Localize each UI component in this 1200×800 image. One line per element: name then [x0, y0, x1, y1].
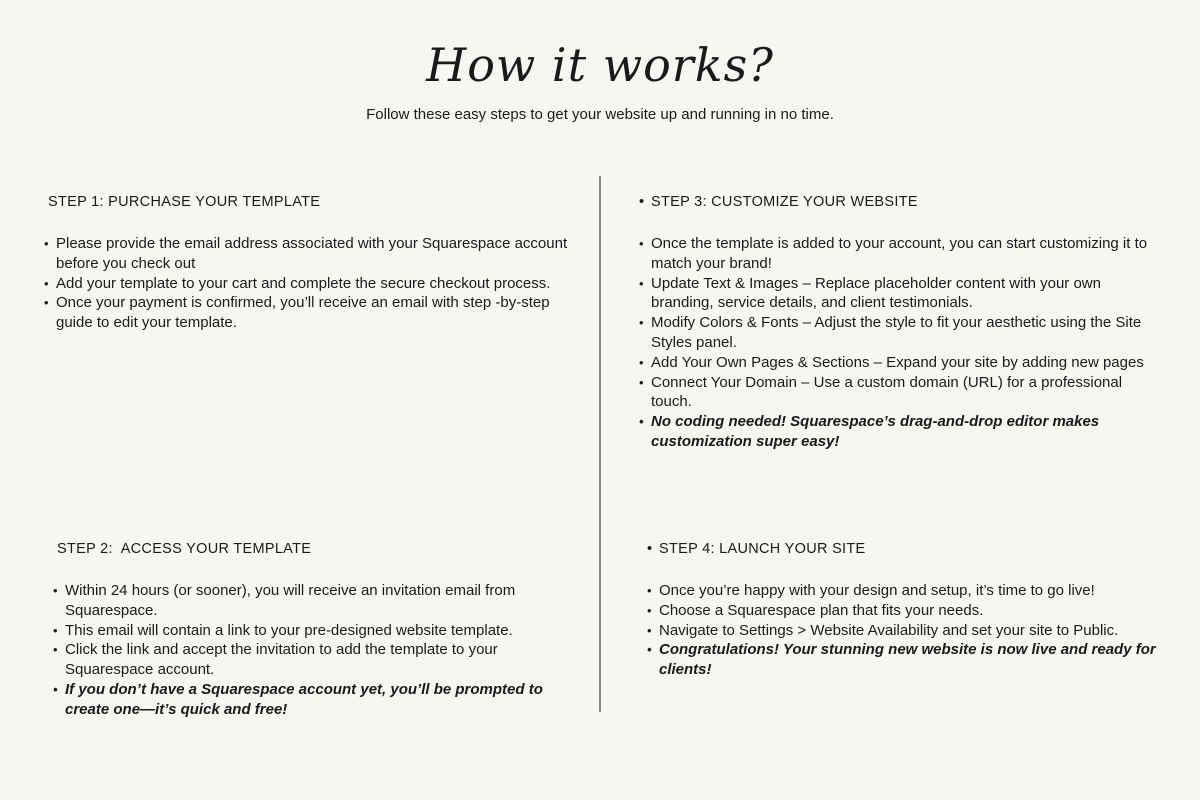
list-item [44, 293, 568, 333]
bullet-icon: • [639, 194, 645, 210]
bullet-icon: • [639, 354, 644, 370]
bullet-icon: • [647, 602, 652, 618]
step-4-heading-text: STEP 4: LAUNCH YOUR SITE [659, 541, 866, 557]
list-item [44, 274, 568, 294]
bullet-icon: • [639, 414, 644, 430]
list-item-text: Add Your Own Pages & Sections – Expand your site by adding new pages [651, 353, 1144, 371]
list-item [647, 621, 1169, 641]
step-2-section [53, 539, 577, 720]
list-item-text: Navigate to Settings > Website Availability and set your site to Public. [659, 621, 1119, 639]
list-item-text: This email will contain a link to your pre-designed website template. [65, 621, 513, 639]
list-item [639, 313, 1151, 353]
bullet-icon: • [639, 374, 644, 390]
step-3-heading [639, 192, 1151, 212]
list-item-text: Click the link and accept the invitation to add the template to your Squarespace account. [65, 641, 498, 679]
bullet-icon: • [647, 541, 653, 557]
list-item-text: Update Text & Images – Replace placeholder content with your own branding, service details, and client testimonials. [651, 274, 1101, 312]
step-4-section [647, 539, 1169, 680]
bullet-icon: • [647, 583, 652, 598]
bullet-icon: • [639, 315, 644, 331]
list-item [647, 601, 1169, 621]
list-item [639, 234, 1151, 274]
list-item-text: Once you’re happy with your design and setup, it’s time to go live! [659, 582, 1095, 599]
step-3-heading-text: STEP 3: CUSTOMIZE YOUR WEBSITE [651, 194, 918, 210]
bullet-icon: • [53, 642, 58, 658]
bullet-icon: • [647, 622, 652, 638]
bullet-icon: • [44, 236, 49, 251]
column-divider [599, 176, 601, 712]
list-item-highlight [647, 640, 1169, 680]
list-item-text: Connect Your Domain – Use a custom domain (URL) for a professional touch. [651, 373, 1123, 411]
list-item [647, 581, 1169, 601]
list-item-text: Once the template is added to your account, you can start customizing it to match your brand! [651, 235, 1148, 272]
list-item [53, 581, 577, 621]
list-item [53, 621, 577, 641]
list-item-text: Within 24 hours (or sooner), you will receive an invitation email from Squarespace. [65, 582, 516, 619]
list-item-highlight [639, 412, 1151, 452]
bullet-icon: • [639, 236, 644, 251]
list-item-text: Choose a Squarespace plan that fits your needs. [659, 601, 984, 619]
list-item-text: No coding needed! Squarespace’s drag-and-drop editor makes customization super easy! [651, 413, 1100, 450]
step-4-list [647, 581, 1169, 680]
list-item-text: Please provide the email address associated with your Squarespace account before you check out [56, 235, 568, 272]
page-subtitle: Follow these easy steps to get your website up and running in no time. [366, 106, 834, 123]
list-item [44, 234, 568, 274]
list-item [53, 640, 577, 680]
list-item-text: Modify Colors & Fonts – Adjust the style to fit your aesthetic using the Site Styles panel. [651, 314, 1142, 351]
step-3-list [639, 234, 1151, 452]
list-item-text: If you don’t have a Squarespace account yet, you’ll be prompted to create one—it’s quick and free! [65, 680, 543, 718]
bullet-icon: • [44, 275, 49, 291]
step-2-list [53, 581, 577, 720]
list-item-text: Once your payment is confirmed, you’ll receive an email with step -by-step guide to edit your template. [56, 294, 550, 332]
step-1-section [44, 192, 568, 333]
step-2-heading: STEP 2: ACCESS YOUR TEMPLATE [57, 541, 312, 557]
list-item [639, 274, 1151, 314]
bullet-icon: • [647, 642, 652, 658]
bullet-icon: • [53, 681, 58, 697]
bullet-icon: • [639, 275, 644, 291]
step-4-heading [647, 539, 1169, 559]
bullet-icon: • [53, 583, 58, 598]
step-1-list [44, 234, 568, 333]
list-item-text: Congratulations! Your stunning new website is now live and ready for clients! [659, 641, 1156, 679]
page-title: How it works? [426, 38, 774, 92]
list-item-highlight [53, 680, 577, 720]
bullet-icon: • [53, 622, 58, 638]
bullet-icon: • [44, 295, 49, 311]
list-item [639, 373, 1151, 413]
list-item-text: Add your template to your cart and complete the secure checkout process. [56, 274, 551, 292]
step-1-heading: STEP 1: PURCHASE YOUR TEMPLATE [48, 194, 321, 210]
list-item [639, 353, 1151, 373]
step-3-section [639, 192, 1151, 452]
